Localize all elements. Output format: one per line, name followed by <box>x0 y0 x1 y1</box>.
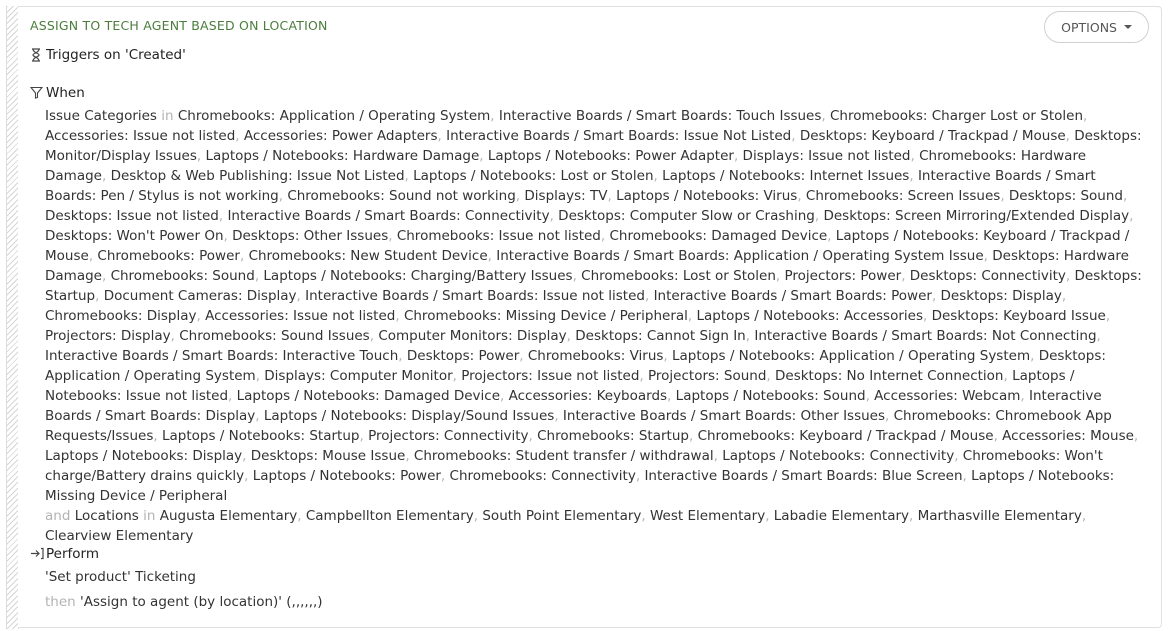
value-separator: , <box>278 188 288 204</box>
value-separator: , <box>1030 348 1039 364</box>
value-separator: , <box>405 448 414 464</box>
value-separator: , <box>797 188 806 204</box>
perform-action-1: 'Set product' Ticketing <box>45 569 196 585</box>
condition-value: Chromebooks: Sound not working <box>287 188 516 204</box>
when-header <box>30 85 85 101</box>
condition-value: Laptops / Notebooks: Charging/Battery Issues <box>263 268 573 284</box>
condition-value: Chromebooks: Chromebook App Requests/Issues <box>45 408 1112 444</box>
value-separator: , <box>398 348 407 364</box>
condition-value: Desktops: Keyboard Issue <box>931 308 1106 324</box>
condition-value: Chromebooks: Missing Device / Peripheral <box>403 308 688 324</box>
value-separator: , <box>296 288 306 304</box>
condition-value: Displays: Computer Monitor <box>264 368 453 384</box>
value-separator: , <box>909 168 918 184</box>
value-separator: , <box>218 208 228 224</box>
value-separator: , <box>766 368 775 384</box>
condition-field: Issue Categories <box>45 108 157 124</box>
condition-value: Document Cameras: Display <box>103 288 297 304</box>
value-separator: , <box>88 248 98 264</box>
condition-value: Chromebooks: Power <box>97 248 240 264</box>
condition-value: Laptops / Notebooks: Application / Operating System <box>672 348 1031 364</box>
value-separator: , <box>713 448 723 464</box>
condition-value: Laptops / Notebooks: Sound <box>675 388 866 404</box>
condition-value: Interactive Boards / Smart Boards: Blue Screen <box>644 468 963 484</box>
value-separator: , <box>1065 268 1075 284</box>
condition-value: Desktops: No Internet Connection <box>775 368 1004 384</box>
perform-action-2 <box>45 594 323 610</box>
value-separator: , <box>528 428 538 444</box>
condition-value: Laptops / Notebooks: Keyboard / Trackpad / Mouse <box>45 228 1130 264</box>
value-separator: , <box>909 508 918 524</box>
trigger-row <box>30 47 186 63</box>
hourglass-icon <box>30 48 42 62</box>
condition-value: Desktops: Screen Mirroring/Extended Display <box>823 208 1130 224</box>
condition-value: Chromebooks: Connectivity <box>449 468 636 484</box>
value-separator: , <box>244 468 253 484</box>
condition-value: Interactive Boards / Smart Boards: Other Issues <box>562 408 886 424</box>
value-separator: , <box>500 388 509 404</box>
value-separator: , <box>641 508 650 524</box>
condition-value: Interactive Boards / Smart Boards: Display <box>45 388 1102 424</box>
value-separator: , <box>487 248 497 264</box>
condition-value: Accessories: Webcam <box>874 388 1021 404</box>
value-separator: , <box>490 108 499 124</box>
value-separator: , <box>359 428 369 444</box>
condition-operator: in <box>143 508 156 524</box>
value-separator: , <box>1065 128 1075 144</box>
caret-down-icon <box>1124 25 1132 29</box>
value-separator: , <box>223 228 233 244</box>
condition-value: Projectors: Power <box>784 268 902 284</box>
condition-value: Interactive Boards / Smart Boards: Pen / Stylus is not working <box>45 168 1096 204</box>
value-separator: , <box>745 328 755 344</box>
condition-value: Desktops: Monitor/Display Issues <box>45 128 1142 164</box>
condition-value: Interactive Boards / Smart Boards: Issue Not Listed <box>446 128 792 144</box>
condition-locations <box>45 506 1145 546</box>
condition-value: Projectors: Issue not listed <box>461 368 640 384</box>
condition-value: Laptops / Notebooks: Connectivity <box>722 448 955 464</box>
condition-value: Desktops: Computer Slow or Crashing <box>558 208 815 224</box>
value-separator: , <box>600 228 610 244</box>
condition-value: Chromebooks: Won't charge/Battery drains quickly <box>45 448 1103 484</box>
condition-value: Desktops: Other Issues <box>232 228 389 244</box>
condition-value: Chromebooks: Display <box>45 308 197 324</box>
value-separator: , <box>255 368 265 384</box>
condition-operator: in <box>161 108 174 124</box>
condition-value: Chromebooks: New Student Device <box>248 248 488 264</box>
value-separator: , <box>635 468 645 484</box>
value-separator: , <box>1096 328 1101 344</box>
condition-value: Marthasville Elementary <box>917 508 1082 524</box>
when-conditions <box>45 106 1145 546</box>
value-separator: , <box>254 268 264 284</box>
condition-value: Laptops / Notebooks: Issue not listed <box>45 368 1075 404</box>
value-separator: , <box>239 248 249 264</box>
value-separator: , <box>901 268 910 284</box>
value-separator: , <box>101 268 111 284</box>
condition-value: Accessories: Keyboards <box>508 388 668 404</box>
when-label: When <box>46 85 85 101</box>
value-separator: , <box>667 388 676 404</box>
condition-value: Laptops / Notebooks: Power <box>252 468 441 484</box>
condition-value: Accessories: Issue not listed <box>205 308 396 324</box>
value-separator: , <box>1129 208 1134 224</box>
condition-value: Interactive Boards / Smart Boards: Interactive Touch <box>45 348 399 364</box>
value-separator: , <box>479 148 488 164</box>
value-separator: , <box>95 288 104 304</box>
condition-value: Desktops: Startup <box>45 268 1142 304</box>
value-separator: , <box>235 128 244 144</box>
condition-value: Accessories: Mouse <box>1002 428 1134 444</box>
condition-value: Desktop & Web Publishing: Issue Not Listed <box>110 168 405 184</box>
value-separator: , <box>688 428 698 444</box>
condition-issue-categories <box>45 106 1145 506</box>
value-separator: , <box>865 388 875 404</box>
value-separator: , <box>639 368 649 384</box>
condition-value: Chromebooks: Screen Issues <box>805 188 1001 204</box>
value-separator: , <box>388 228 397 244</box>
value-separator: , <box>1000 188 1009 204</box>
condition-value: Chromebooks: Sound Issues <box>179 328 370 344</box>
value-separator: , <box>153 428 162 444</box>
condition-value: Desktops: Power <box>406 348 520 364</box>
condition-value: Desktops: Hardware Damage <box>45 248 1129 284</box>
condition-value: Chromebooks: Issue not listed <box>396 228 601 244</box>
then-label: then <box>45 594 76 610</box>
value-separator: , <box>821 108 830 124</box>
condition-value: Interactive Boards / Smart Boards: Power <box>653 288 932 304</box>
value-separator: , <box>101 168 111 184</box>
condition-conjunction: and <box>45 508 71 524</box>
value-separator: , <box>1105 308 1111 324</box>
value-separator: , <box>196 308 206 324</box>
value-separator: , <box>931 288 941 304</box>
condition-value: Chromebooks: Keyboard / Trackpad / Mouse <box>697 428 994 444</box>
condition-value: Laptops / Notebooks: Display/Sound Issues <box>263 408 555 424</box>
value-separator: , <box>452 368 462 384</box>
condition-value: Laptops / Notebooks: Internet Issues <box>662 168 910 184</box>
condition-value: Desktops: Cannot Sign In <box>575 328 746 344</box>
options-button[interactable] <box>1044 11 1149 43</box>
condition-value: Laptops / Notebooks: Damaged Device <box>236 388 501 404</box>
value-separator: , <box>404 168 414 184</box>
condition-value: Laptops / Notebooks: Virus <box>616 188 798 204</box>
condition-value: Interactive Boards / Smart Boards: Connectivity <box>227 208 550 224</box>
value-separator: , <box>255 408 264 424</box>
condition-value: Displays: Issue not listed <box>742 148 911 164</box>
value-separator: , <box>566 328 576 344</box>
perform-header <box>30 546 99 562</box>
condition-value: Projectors: Connectivity <box>368 428 529 444</box>
value-separator: , <box>473 508 483 524</box>
condition-value: Desktops: Application / Operating System <box>45 348 1106 384</box>
value-separator: , <box>733 148 743 164</box>
condition-values <box>45 508 1086 544</box>
options-label: OPTIONS <box>1061 19 1117 35</box>
value-separator: , <box>954 448 963 464</box>
condition-value: Chromebooks: Sound <box>110 268 255 284</box>
condition-value: Desktops: Mouse Issue <box>250 448 406 464</box>
value-separator: , <box>228 388 237 404</box>
condition-value: Interactive Boards / Smart Boards: Issue not listed <box>305 288 645 304</box>
condition-value: Interactive Boards / Smart Boards: Not Connecting <box>754 328 1097 344</box>
value-separator: , <box>519 348 528 364</box>
value-separator: , <box>1020 388 1029 404</box>
value-separator: , <box>962 468 972 484</box>
condition-value: Chromebooks: Virus <box>527 348 664 364</box>
value-separator: , <box>653 168 663 184</box>
condition-value: Labadie Elementary <box>773 508 910 524</box>
value-separator: , <box>554 408 563 424</box>
value-separator: , <box>297 508 306 524</box>
value-separator: , <box>687 308 697 324</box>
condition-value: Laptops / Notebooks: Startup <box>161 428 360 444</box>
value-separator: , <box>515 188 525 204</box>
value-separator: , <box>791 128 800 144</box>
value-separator: , <box>196 148 206 164</box>
condition-value: Computer Monitors: Display <box>378 328 567 344</box>
condition-value: Chromebooks: Startup <box>537 428 689 444</box>
condition-value: Clearview Elementary <box>45 528 194 544</box>
condition-value: Laptops / Notebooks: Accessories <box>696 308 923 324</box>
condition-value: Campbellton Elementary <box>305 508 474 524</box>
value-separator: , <box>910 148 920 164</box>
value-separator: , <box>607 188 617 204</box>
value-separator: , <box>395 308 404 324</box>
trigger-text: Triggers on 'Created' <box>46 47 186 63</box>
condition-value: Interactive Boards / Smart Boards: Touch Issues <box>498 108 822 124</box>
value-separator: , <box>814 208 824 224</box>
value-separator: , <box>923 308 932 324</box>
condition-value: Laptops / Notebooks: Hardware Damage <box>205 148 480 164</box>
value-separator: , <box>440 468 450 484</box>
value-separator: , <box>765 508 774 524</box>
value-separator: , <box>572 268 582 284</box>
rule-title: ASSIGN TO TECH AGENT BASED ON LOCATION <box>30 18 328 33</box>
arrow-into-box-icon <box>30 547 42 561</box>
filter-funnel-icon <box>30 86 42 100</box>
value-separator: , <box>1003 368 1013 384</box>
value-separator: , <box>1083 108 1088 124</box>
value-separator: , <box>170 328 180 344</box>
condition-value: Accessories: Power Adapters <box>243 128 438 144</box>
condition-value: Laptops / Notebooks: Power Adapter <box>487 148 734 164</box>
condition-value: Desktops: Won't Power On <box>45 228 224 244</box>
condition-value: Chromebooks: Damaged Device <box>609 228 828 244</box>
value-separator: , <box>644 288 654 304</box>
condition-value: Desktops: Issue not listed <box>45 208 219 224</box>
condition-value: Desktops: Keyboard / Trackpad / Mouse <box>799 128 1066 144</box>
value-separator: , <box>1133 428 1139 444</box>
condition-value: Chromebooks: Charger Lost or Stolen <box>830 108 1084 124</box>
condition-value: Augusta Elementary <box>159 508 298 524</box>
value-separator: , <box>663 348 673 364</box>
condition-value: Projectors: Display <box>45 328 171 344</box>
perform-label: Perform <box>46 546 99 562</box>
condition-value: Displays: TV <box>524 188 608 204</box>
value-separator: , <box>1061 288 1067 304</box>
condition-value: Chromebooks: Lost or Stolen <box>581 268 776 284</box>
value-separator: , <box>775 268 785 284</box>
value-separator: , <box>437 128 447 144</box>
condition-value: Laptops / Notebooks: Missing Device / Peripheral <box>45 468 1115 504</box>
value-separator: , <box>549 208 559 224</box>
value-separator: , <box>983 248 993 264</box>
condition-field: Locations <box>74 508 139 524</box>
condition-value: Laptops / Notebooks: Display <box>45 448 243 464</box>
condition-value: South Point Elementary <box>482 508 642 524</box>
condition-value: Chromebooks: Application / Operating System <box>177 108 491 124</box>
condition-value: Desktops: Sound <box>1008 188 1123 204</box>
condition-value: Desktops: Display <box>940 288 1062 304</box>
condition-values <box>45 108 1142 504</box>
condition-value: West Elementary <box>650 508 766 524</box>
action-2-text: 'Assign to agent (by location)' (,,,,,,) <box>80 594 323 610</box>
condition-value: Desktops: Connectivity <box>909 268 1066 284</box>
value-separator: , <box>242 448 251 464</box>
condition-value: Accessories: Issue not listed <box>45 128 236 144</box>
value-separator: , <box>369 328 379 344</box>
value-separator: , <box>1081 508 1087 524</box>
automation-rule-card <box>18 6 1162 628</box>
condition-value: Interactive Boards / Smart Boards: Application / Operating System Issue <box>496 248 984 264</box>
condition-value: Laptops / Notebooks: Lost or Stolen <box>413 168 654 184</box>
condition-value: Chromebooks: Hardware Damage <box>45 148 1087 184</box>
condition-value: Chromebooks: Student transfer / withdrawal <box>413 448 714 464</box>
value-separator: , <box>993 428 1003 444</box>
value-separator: , <box>1122 188 1128 204</box>
value-separator: , <box>885 408 894 424</box>
value-separator: , <box>827 228 836 244</box>
condition-value: Projectors: Sound <box>648 368 767 384</box>
